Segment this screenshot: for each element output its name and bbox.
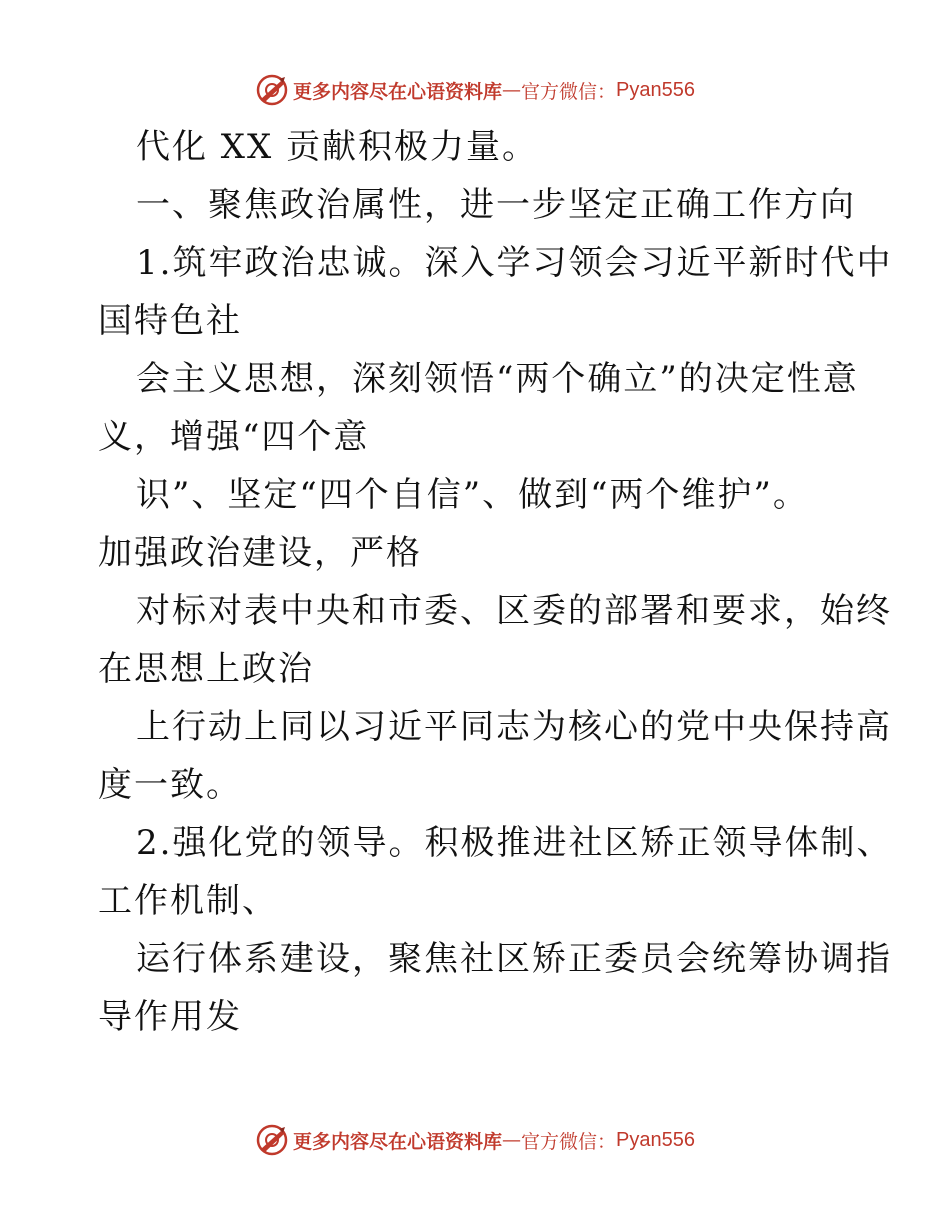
- text-line: 上行动上同以习近平同志为核心的党中央保持高: [136, 707, 892, 747]
- brand-logo-icon: [255, 73, 289, 107]
- text-line: 国特色社: [98, 301, 242, 341]
- brand-logo-icon: [255, 1123, 289, 1157]
- text-line: 运行体系建设，聚焦社区矫正委员会统筹协调指: [136, 939, 892, 979]
- watermark-dash: —: [502, 79, 522, 101]
- text-line: 1.筑牢政治忠诚。深入学习领会习近平新时代中: [136, 243, 893, 283]
- watermark-footer: [0, 1120, 950, 1160]
- text-line: 工作机制、: [98, 881, 278, 921]
- watermark-header: [0, 70, 950, 110]
- text-line: 会主义思想，深刻领悟“两个确立”的决定性意: [136, 359, 859, 399]
- watermark-official: 官方微信：: [521, 80, 617, 103]
- watermark-dash: —: [502, 1129, 522, 1151]
- watermark-id: Pyan556: [616, 1128, 695, 1151]
- text-line: 导作用发: [98, 997, 242, 1037]
- text-line: 义，增强“四个意: [98, 417, 370, 457]
- text-line: 度一致。: [98, 765, 242, 805]
- watermark-site: 更多内容尽在心语资料库: [293, 1130, 503, 1153]
- text-line: 加强政治建设，严格: [98, 533, 422, 573]
- watermark-official: 官方微信：: [521, 1130, 617, 1153]
- section-heading: 一、聚焦政治属性，进一步坚定正确工作方向: [136, 185, 856, 225]
- watermark-id: Pyan556: [616, 78, 695, 101]
- text-line: 代化 XX 贡献积极力量。: [136, 127, 539, 167]
- text-line: 在思想上政治: [98, 649, 314, 689]
- text-line: 2.强化党的领导。积极推进社区矫正领导体制、: [136, 823, 893, 863]
- watermark-site: 更多内容尽在心语资料库: [293, 80, 503, 103]
- text-line: 对标对表中央和市委、区委的部署和要求，始终: [136, 591, 892, 631]
- document-body: [98, 118, 893, 1046]
- text-line: 识”、坚定“四个自信”、做到“两个维护”。: [136, 475, 809, 515]
